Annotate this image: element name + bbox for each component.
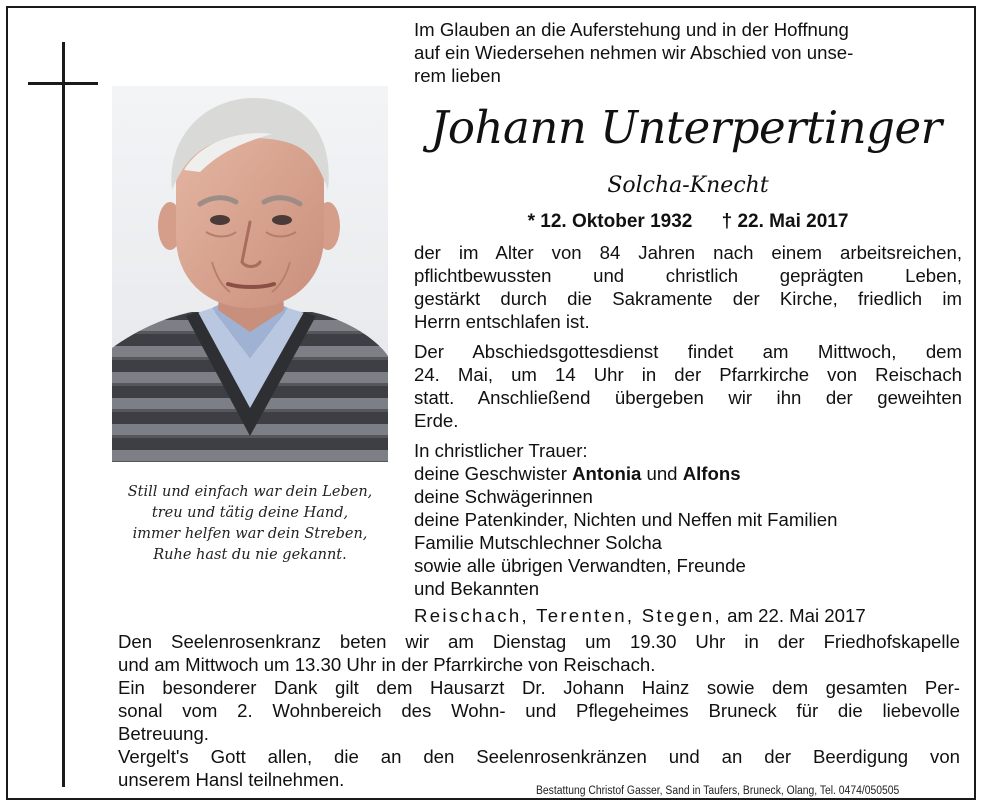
mourner-line: sowie alle übrigen Verwandten, Freunde: [414, 555, 746, 576]
paragraph-line: gestärkt durch die Sakramente der Kirche, friedlich im: [414, 288, 962, 309]
memorial-poem: [112, 482, 388, 566]
notice-date: am 22. Mai 2017: [722, 605, 866, 626]
sibling-name: Antonia: [572, 463, 642, 484]
paragraph-line: statt. Anschließend übergeben wir ihn der geweihten: [414, 387, 962, 408]
paragraph-line: 24. Mai, um 14 Uhr in der Pfarrkirche von Reischach: [414, 364, 962, 385]
death-date: † 22. Mai 2017: [721, 211, 849, 232]
poem-line: Still und einfach war dein Leben,: [127, 484, 373, 500]
portrait-photo: [112, 86, 388, 462]
intro-text: [414, 18, 962, 87]
obituary-notice: [6, 6, 976, 800]
poem-line: treu und tätig deine Hand,: [151, 505, 349, 521]
funeral-home-credit: Bestattung Christof Gasser, Sand in Taufers, Bruneck, Olang, Tel. 0474/050505: [536, 785, 900, 797]
paragraph-line: Herrn entschlafen ist.: [414, 311, 590, 332]
sibling-name: Alfons: [682, 463, 741, 484]
intro-line: rem lieben: [414, 65, 501, 86]
siblings-and: und: [641, 463, 683, 484]
mourner-line: deine Patenkinder, Nichten und Neffen mit Familien: [414, 509, 838, 530]
places: Reischach, Terenten, Stegen,: [414, 605, 722, 626]
mourner-line: und Bekannten: [414, 578, 540, 599]
closing-line: Betreuung.: [118, 723, 209, 744]
paragraph-line: Der Abschiedsgottesdienst findet am Mittwoch, dem: [414, 341, 962, 362]
deceased-nickname: Solcha-Knecht: [607, 173, 769, 198]
paragraph-line: Erde.: [414, 410, 459, 431]
intro-line: Im Glauben an die Auferstehung und in der Hoffnung: [414, 19, 849, 40]
poem-line: immer helfen war dein Streben,: [132, 526, 368, 542]
closing-line: sonal vom 2. Wohnbereich des Wohn- und Pflegeheimes Bruneck für die liebevolle: [118, 700, 960, 721]
place-date: [414, 604, 954, 627]
mourners-list: [414, 439, 962, 600]
closing-line: Ein besonderer Dank gilt dem Hausarzt Dr. Johann Hainz sowie dem gesamten Per-: [118, 677, 960, 698]
intro-line: auf ein Wiedersehen nehmen wir Abschied von unse-: [414, 42, 854, 63]
closing-line: Den Seelenrosenkranz beten wir am Dienstag um 19.30 Uhr in der Friedhofskapelle: [118, 631, 960, 652]
life-paragraph: [414, 241, 962, 333]
cross-icon: [62, 42, 65, 787]
mourners-heading: In christlicher Trauer:: [414, 440, 588, 461]
siblings-prefix: deine Geschwister: [414, 463, 573, 484]
poem-line: Ruhe hast du nie gekannt.: [153, 547, 347, 563]
closing-line: unserem Hansl teilnehmen.: [118, 769, 345, 790]
closing-text: [118, 630, 960, 791]
closing-line: und am Mittwoch um 13.30 Uhr in der Pfarrkirche von Reischach.: [118, 654, 656, 675]
life-dates: [414, 210, 962, 234]
paragraph-line: pflichtbewussten und christlich geprägten Leben,: [414, 265, 962, 286]
closing-line: Vergelt's Gott allen, die an den Seelenrosenkränzen und an der Beerdigung von: [118, 746, 960, 767]
paragraph-line: der im Alter von 84 Jahren nach einem arbeitsreichen,: [414, 242, 962, 263]
service-paragraph: [414, 340, 962, 432]
birth-date: * 12. Oktober 1932: [527, 211, 693, 232]
mourner-line: Familie Mutschlechner Solcha: [414, 532, 663, 553]
cross-bar: [28, 82, 98, 85]
deceased-name: Johann Unterpertinger: [430, 101, 942, 154]
siblings-line: [414, 462, 962, 485]
mourner-line: deine Schwägerinnen: [414, 486, 593, 507]
